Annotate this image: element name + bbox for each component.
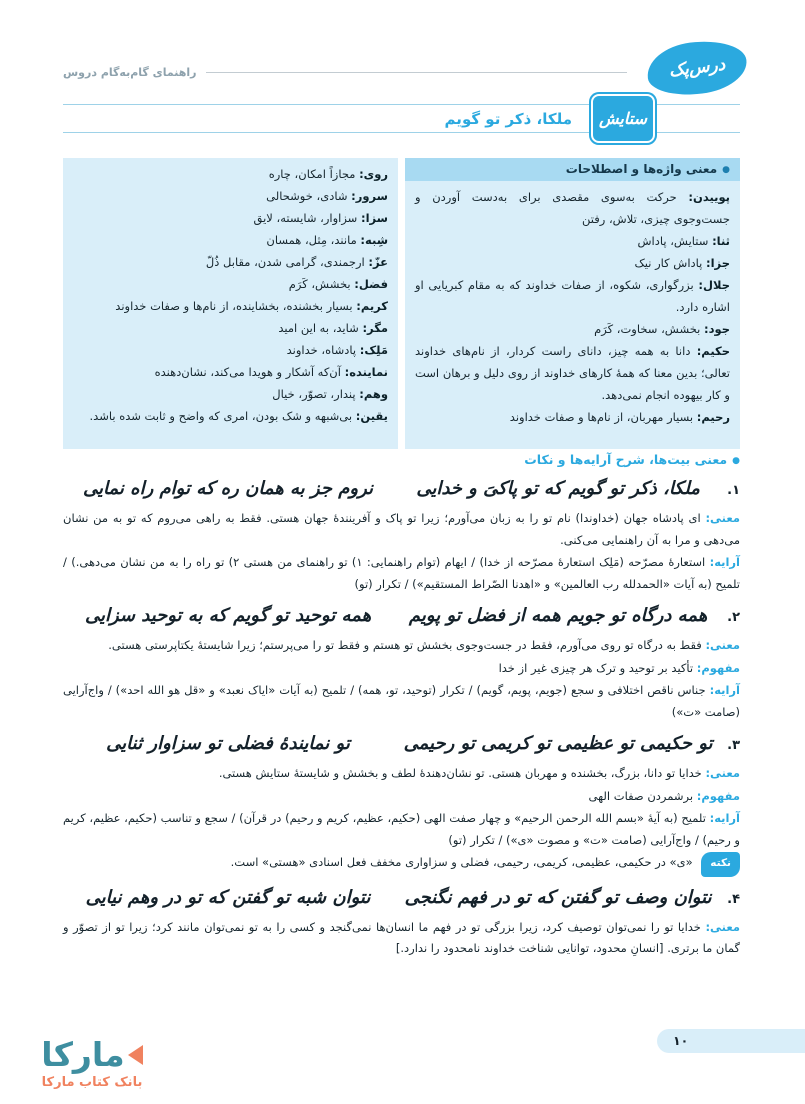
vocab-term: جلال: [698,278,730,292]
annotation-meaning: معنی: ای پادشاه جهان (خداوندا) نام تو را به زبان می‌آورم؛ زیرا تو پاک و آفرینندهٔ جهان هستی. فقط به راهی می‌روم که تو به من نشان می‌دهی و مرا به آن راهنمایی می‌کنی. [63,511,740,547]
annotation-label: مفهوم: [696,660,740,675]
vocab-definition: شادی، خوشحالی [266,189,348,203]
vocab-entry [73,229,388,251]
vocab-entry [73,251,388,273]
publisher-logo-text: مارکا [41,1035,125,1074]
vocab-term: ثنا: [712,234,730,248]
vocab-entry [415,186,730,230]
vocab-definition: پاداش کار نیک [634,256,703,270]
lesson-tab [589,92,657,145]
vocab-entry [415,230,730,252]
vocab-term: شِبه: [360,233,388,247]
vocab-entry [73,361,388,383]
vocab-definition: بسیار بخشنده، بخشاینده، از نام‌ها و صفات خداوند [115,299,353,313]
vocab-term: نماینده: [344,365,388,379]
vocab-term: حکیم: [696,344,730,358]
vocab-definition: ارجمندی، گرامی شدن، مقابل ذُلّ [205,255,365,269]
vocab-term: وهم: [359,387,388,401]
vocab-entry [73,405,388,427]
verse-hemistich-left: نتوان شبه تو گفتن که تو در وهم نیایی [85,886,371,908]
verse-block [63,880,740,960]
vocab-definition: پادشاه، خداوند [286,343,357,357]
vocab-term: کریم: [356,299,388,313]
brand-logo [644,36,750,100]
annotation-label: معنی: [705,511,740,525]
verse-hemistich-right: همه درگاه تو جویم همه از فضل تو پویم [408,605,708,626]
annotation-meaning: معنی: خدایا تو را نمی‌توان توصیف کرد، زیرا بزرگی تو در فهم ما انسان‌ها نمی‌گنجد و کسی را به تو نمی‌توان مانند کرد؛ زیرا تو از تصوّر و گمان ما برتری. [انسانِ محدود، توانایی شناخت خداوند نامحدود را ندارد.] [63,919,740,955]
vocab-definition: بی‌شبهه و شک بودن، امری که واضح و ثابت شده باشد. [89,409,353,423]
vocab-term: سرور: [351,189,388,203]
annotation-concept: مفهوم: برشمردن صفات الهی [588,788,740,803]
verse-hemistich-right: ملکا، ذکر تو گویم که تو پاکیَ و خدایی [416,478,700,499]
vocab-term: پوییدن: [688,190,731,204]
vocab-definition: ستایش، پاداش [637,234,709,248]
verse-hemistich-right: نتوان وصف تو گفتن که تو در فهم نگنجی [404,886,712,908]
vocab-term: جود: [704,322,730,336]
vocab-term: سزا: [360,211,388,225]
lesson-tab-label: ستایش [599,109,647,128]
vocab-definition: بسیار مهربان، از نام‌ها و صفات خداوند [509,410,694,424]
vocab-definition: بزرگواری، شکوه، از صفات خداوند که به مقام کبریایی او اشاره دارد. [415,278,730,314]
annotation-meaning: معنی: فقط به درگاه تو روی می‌آورم، فقط در جست‌وجوی بخشش تو هستم و فقط تو را می‌پرستم؛ زیرا شایستهٔ یکتاپرستی هستی. [108,638,740,652]
annotation-label: معنی: [705,638,740,652]
vocab-term: مگر: [362,321,388,335]
vocab-definition: سزاوار، شایسته، لایق [253,211,358,225]
vocab-entry [73,207,388,229]
verse-annotations [63,508,740,595]
header-tagline: راهنمای گام‌به‌گام دروس [63,66,197,79]
lesson-title: ملکا، ذکر تو گویم [444,110,572,128]
vocab-entry [73,273,388,295]
verse-line [63,880,740,917]
verse-annotations [63,763,740,877]
vocab-entry [73,339,388,361]
vocab-entry [415,252,730,274]
section-heading-label: معنی بیت‌ها، شرح آرایه‌ها و نکات [524,452,728,467]
annotation-label: مفهوم: [696,788,740,803]
vocab-entry [73,295,388,317]
title-band [63,104,740,133]
verse-hemistich-left: نروم جز به همان ره که توام راه نمایی [82,478,374,499]
note-badge: نکته [701,852,740,877]
vocab-entry [415,340,730,406]
vocab-definition: حرکت به‌سوی مقصدی برای به‌دست آوردن و جست‌وجوی چیزی، تلاش، رفتن [415,190,730,226]
logo-triangle-icon [128,1045,143,1065]
annotation-device: آرایه: جناس ناقص اختلافی و سجع (جویم، پویم، گویم) / تکرار (توحید، تو، همه) / تلمیح (به آیات «ایاک نعبد» و «قل هو الله احد») / واج‌آرایی (صامت «ت») [63,683,740,719]
vocab-term: روی: [359,167,388,181]
vocab-column-right [405,158,740,449]
annotation-label: آرایه: [709,811,740,825]
vocab-entry [73,185,388,207]
vocab-list-left [63,158,398,433]
vocab-entry [415,274,730,318]
annotation-device: آرایه: تلمیح (به آیهٔ «بسم الله الرحمن الرحیم» و چهار صفت الهی (حکیم، عظیم، کریم و رحیم) در قرآن) / سجع و تناسب (حکیم، عظیم، کریم و رحیم) / واج‌آرایی (صامت «ت» و مصوت «ی») / تکرار (تو) [63,811,740,847]
verse-number: ۱. [727,483,740,498]
verse-hemistich-left: همه توحید تو گویم که به توحید سزایی [84,605,372,626]
verse-number: ۳. [727,738,740,753]
bullet-icon: ● [732,455,740,466]
verse-block [63,726,740,877]
verse-line [63,726,740,763]
vocab-header [405,158,740,181]
vocab-definition: بخشش، سخاوت، کَرَم [594,322,701,336]
verse-number: ۴. [727,891,740,907]
verses-section [63,452,740,963]
verse-line [63,598,740,635]
vocab-entry [73,383,388,405]
verse-hemistich-right: تو حکیمی تو عظیمی تو کریمی تو رحیمی [403,733,713,754]
annotation-label: معنی: [705,766,740,780]
vocab-definition: مانند، مِثل، همسان [266,233,357,247]
verse-block [63,598,740,723]
annotation-label: آرایه: [709,683,740,697]
verses-container [63,471,740,960]
vocab-term: جزا: [706,256,730,270]
vocab-definition: شاید، به این امید [278,321,359,335]
verse-hemistich-left: تو نمایندهٔ فضلی تو سزاوار ثنایی [106,733,350,754]
header-rule [206,72,627,73]
verse-block [63,471,740,595]
annotation-label: معنی: [705,919,740,934]
annotation-device: آرایه: استعارهٔ مصرّحه (مَلِک استعارهٔ مصرّحه از خدا) / ایهام (توام راهنمایی: ۱) تو راهنمای من هستی ۲) تو راه را به من نشان می‌دهی.) / تلمیح (به آیات «الحمدلله رب العالمین» و «اهدنا الصّراط المستقیم») / تکرار (تو) [63,555,740,591]
annotation-label: آرایه: [709,555,740,569]
header-tagline-row [63,66,627,79]
page-number: ۱۰ [673,1033,689,1048]
publisher-logo-subtitle: بانک کتاب مارکا [41,1075,143,1090]
brand-logo-text: درس‌پک [667,54,727,82]
vocab-entry [415,318,730,340]
vocab-list-right [405,181,740,434]
annotation-concept: مفهوم: تأکید بر توحید و ترک هر چیزی غیر از خدا [498,660,740,675]
section-heading [63,452,740,467]
vocab-term: رحیم: [696,410,730,424]
verse-annotations [63,635,740,723]
vocab-section [63,158,740,449]
verse-annotations [63,917,740,960]
vocab-definition: پندار، تصوّر، خیال [272,387,356,401]
vocab-definition: بخشش، کَرَم [288,277,351,291]
vocab-term: فضل: [354,277,388,291]
vocab-definition: دانا به همه چیز، دانای راست کردار، از نام‌های خداوند تعالی؛ بدین معنا که همهٔ کارهای خداوند از روی دلیل و برهان است و کار بیهوده انجام نمی‌دهد. [415,344,730,402]
verse-line [63,471,740,508]
vocab-entry [73,317,388,339]
footer-logo [22,1036,162,1090]
vocab-term: عزّ: [368,255,388,269]
vocab-definition: آن‌که آشکار و هویدا می‌کند، نشان‌دهنده [154,365,341,379]
vocab-entry [415,406,730,428]
bullet-icon: ● [722,164,730,175]
vocab-term: یقین: [355,409,388,423]
vocab-term: مَلِک: [359,343,388,357]
vocab-entry [73,163,388,185]
verse-number: ۲. [727,610,740,625]
publisher-logo-mark [22,1036,162,1074]
annotation-meaning: معنی: خدایا تو دانا، بزرگ، بخشنده و مهربان هستی. تو نشان‌دهندهٔ لطف و بخشش و شایستهٔ ستایش هستی. [218,766,740,780]
annotation-note: نکته «ی» در حکیمی، عظیمی، کریمی، رحیمی، فضلی و سزاواری مخفف فعل اسنادی «هستی» است. [63,852,740,877]
vocab-header-label: معنی واژه‌ها و اصطلاحات [565,162,718,176]
vocab-column-left [63,158,398,449]
page-number-bar [657,1029,805,1053]
vocab-definition: مجازاً امکان، چاره [268,167,356,181]
